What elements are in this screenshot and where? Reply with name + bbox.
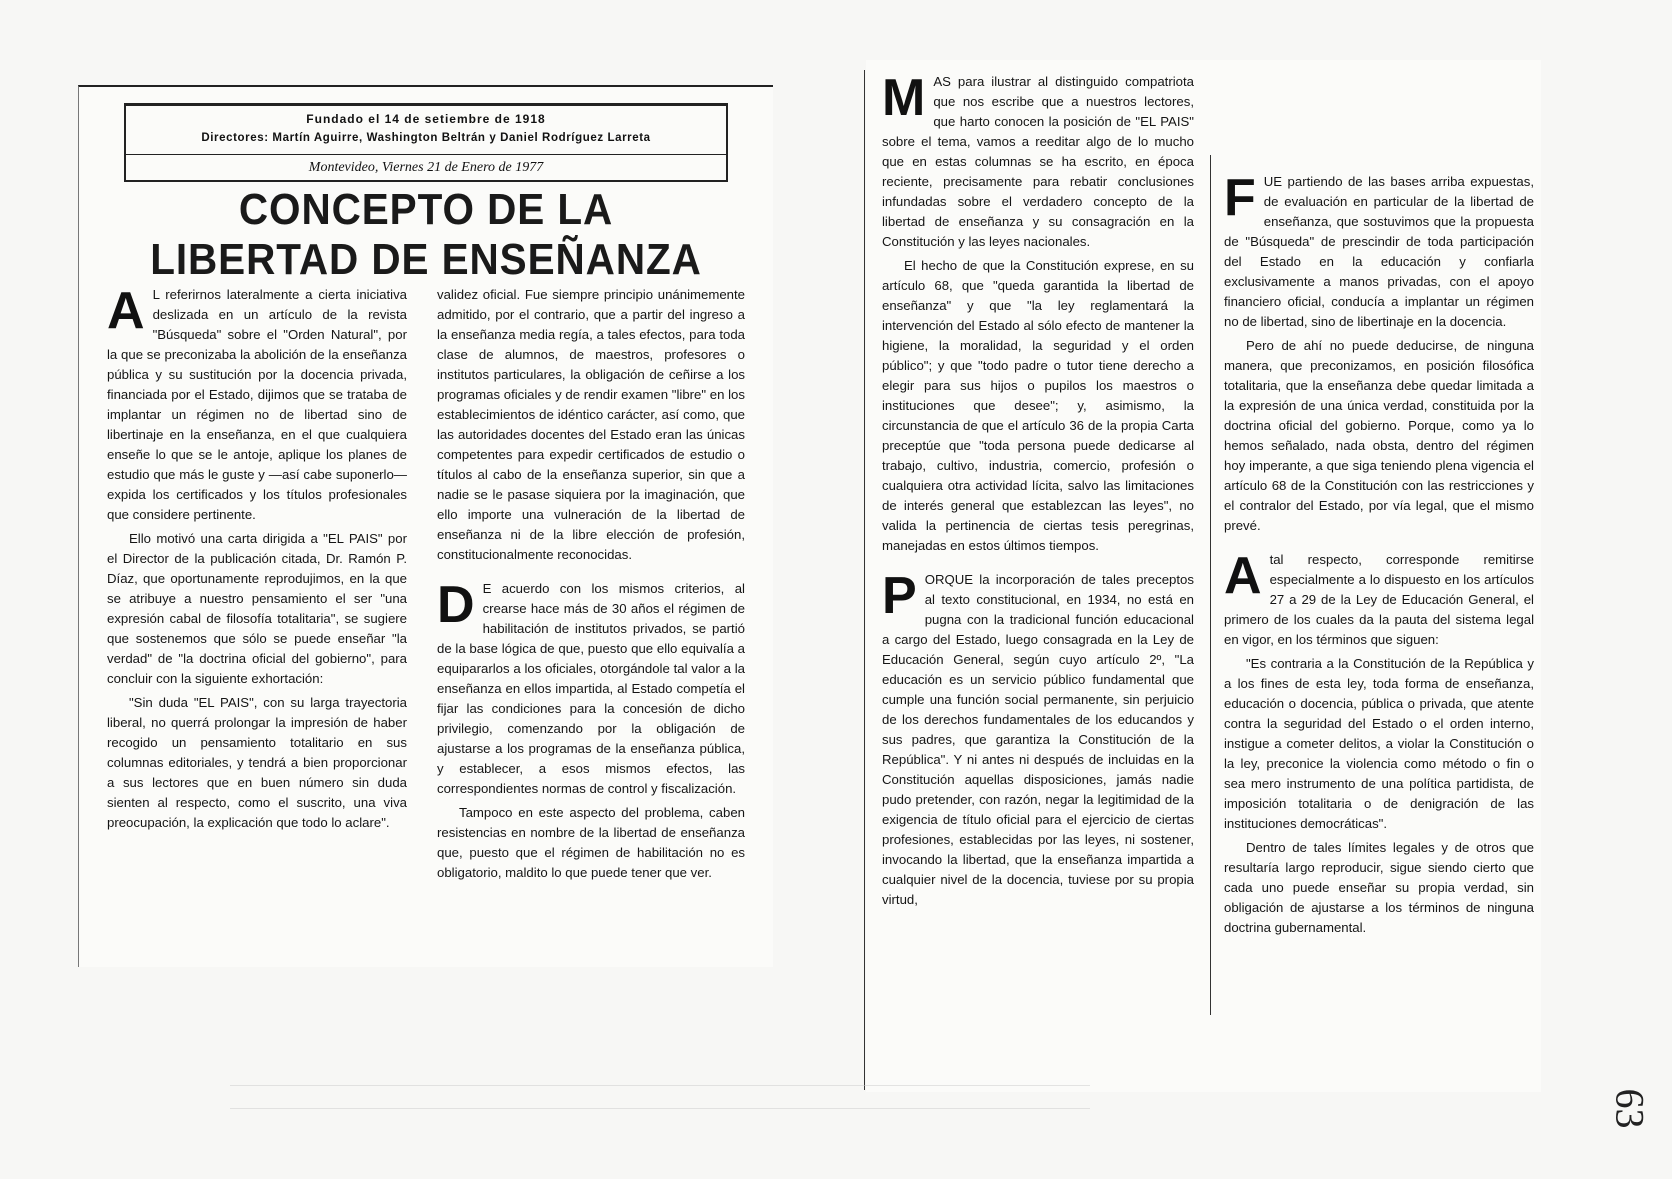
left-column-2	[437, 285, 745, 887]
drop-cap: A	[1224, 547, 1262, 605]
paragraph-text: E acuerdo con los mismos criterios, al crearse hace más de 30 años el régimen de habilitación de institutos privados, se partió de la base lógica de que, puesto que ello equivalía a equipararlos a los oficiales, otorgándole tal valor a la enseñanza en ellos impartida, al Estado competía el fijar las condiciones para la concesión de dicho privilegio, comenzando por la obligación de ajustarse a los programas de la enseñanza pública, y establecer, a esos mismos efectos, las correspondientes normas de control y fiscalización.	[437, 581, 745, 796]
bleed-through-strip	[230, 1085, 1090, 1109]
masthead-date: Montevideo, Viernes 21 de Enero de 1977	[308, 160, 544, 175]
paragraph	[882, 567, 1194, 910]
paragraph: Pero de ahí no puede deducirse, de ninguna manera, que preconizamos, en posición filosófica totalitaria, que la enseñanza debe quedar limitada a la expresión de una única verdad, constituida por la doctrina oficial del gobierno. Porque, como ya lo hemos señalado, nada obsta, dentro del régimen hoy imperante, a que siga teniendo plena vigencia el artículo 68 de la Constitución con las restricciones y el contralor del Estado, por vía legal, que el mismo prevé.	[1224, 338, 1534, 533]
paragraph-text: tal respecto, corresponde remitirse especialmente a lo dispuesto en los artículos 27 a 29 de la Ley de Educación General, el primero de los cuales da la pauta del sistema legal en vigor, en los términos que siguen:	[1224, 552, 1534, 647]
paragraph: El hecho de que la Constitución exprese, en su artículo 68, que "queda garantida la libertad de enseñanza" y que "la ley reglamentará la intervención del Estado al sólo efecto de mantener la higiene, la moralidad, la seguridad y el orden público"; y que "todo padre o tutor tiene derecho a elegir para sus hijos o pupilos los maestros o instituciones que desee"; y, asimismo, la circunstancia de que el artículo 36 de la propia Carta preceptúe que "toda persona puede dedicarse al trabajo, cultivo, industria, comercio, profesión o cualquiera otra actividad lícita, salvo las limitaciones de interés general que establezcan las leyes", no valida la pertinencia de ciertas tesis peregrinas, manejadas en estos últimos tiempos.	[882, 258, 1194, 553]
paragraph	[437, 576, 745, 799]
column-rule	[1210, 155, 1211, 1015]
masthead-directors: Directores: Martín Aguirre, Washington Beltrán y Daniel Rodríguez Larreta	[201, 132, 651, 144]
masthead	[124, 103, 728, 182]
paragraph	[1224, 169, 1534, 332]
drop-cap: M	[882, 69, 926, 127]
headline-line2: LIBERTAD DE ENSEÑANZA	[150, 235, 702, 284]
drop-cap: F	[1224, 169, 1256, 227]
left-clipping	[78, 85, 773, 967]
page-number: 63	[1607, 1088, 1653, 1129]
drop-cap: D	[437, 576, 475, 634]
drop-cap: A	[107, 282, 145, 340]
paragraph	[882, 69, 1194, 252]
paragraph-text: ORQUE la incorporación de tales preceptos al texto constitucional, en 1934, no está en pugna con la tradicional función educacional a cargo del Estado, luego consagrada en la Ley de Educación General, según cuyo artículo 2º, "La educación es un servicio público fundamental que cumple una función social permanente, sin perjuicio de los derechos fundamentales de los educandos y sus padres, que garantiza la Constitución de la República". Y ni antes ni después de incluidas en la Constitución aquellas disposiciones, jamás nadie pudo pretender, con razón, negar la legitimidad de la exigencia de título oficial para el ejercicio de ciertas profesiones, establecidas por las leyes, ni sostener, invocando la libertad, que la enseñanza impartida a cualquier nivel de la docencia, tuviese por su propia virtud,	[882, 572, 1194, 907]
paragraph	[107, 282, 407, 525]
headline-line1: CONCEPTO DE LA	[238, 185, 614, 234]
drop-cap: P	[882, 567, 917, 625]
paragraph-text: UE partiendo de las bases arriba expuestas, de evaluación en particular de la libertad de enseñanza, que sostuvimos que la propuesta de "Búsqueda" de prescindir de toda participación del Estado en la educación y confiarla exclusivamente a manos privadas, con el apoyo financiero oficial, conducía a implantar un régimen no de libertad, sino de libertinaje en la docencia.	[1224, 174, 1534, 329]
paragraph: Ello motivó una carta dirigida a "EL PAIS" por el Director de la publicación citada, Dr. Ramón P. Díaz, que oportunamente reprodujimos, en la que se atribuye a nuestro pensamiento el ser "una expresión cabal de filosofía totalitaria", se sugiere que sostenemos que sólo se puede enseñar "la verdad" de "la doctrina oficial del gobierno", para concluir con la siguiente exhortación:	[107, 531, 407, 686]
paragraph-text: AS para ilustrar al distinguido compatriota que nos escribe que a nuestros lectores, que harto conocen la posición de "EL PAIS" sobre el tema, vamos a reeditar algo de lo mucho que en estas columnas se ha escrito, en época reciente, precisamente para rebatir conclusiones infundadas sobre el verdadero concepto de la libertad de enseñanza y su consagración en la Constitución y las leyes nacionales.	[882, 74, 1194, 249]
left-border-rule	[864, 70, 865, 1090]
paragraph: validez oficial. Fue siempre principio unánimemente admitido, por el contrario, que a partir del ingreso a la enseñanza media regía, a tales efectos, para toda clase de alumnos, de maestros, profesores o institutos particulares, la obligación de ceñirse a los programas oficiales y de rendir examen "libre" en los establecimientos de idéntico carácter, así como, que las autoridades docentes del Estado eran las únicas competentes para expedir certificados de estudio o títulos al cabo de la enseñanza superior, sin que a nadie se le pasase siquiera por la imaginación, que ello importe una vulneración de la libertad de enseñanza ni de la libre elección de profesión, constitucionalmente reconocidas.	[437, 287, 745, 562]
masthead-founded: Fundado el 14 de setiembre de 1918	[306, 112, 546, 126]
left-column-1	[107, 282, 407, 837]
paragraph	[1224, 547, 1534, 650]
paragraph-text: L referirnos lateralmente a cierta iniciativa deslizada en un artículo de la revista "Búsqueda" sobre el "Orden Natural", por la que se preconizaba la abolición de la enseñanza pública y su sustitución por la docencia privada, financiada por el Estado, dijimos que se trataba de implantar un régimen no de libertad sino de libertinaje en la enseñanza, en el que cualquiera enseñe lo que se le antoje, aplique los planes de estudio que más le guste y —así cabe suponerlo— expida los certificados y los títulos profesionales que considere pertinente.	[107, 287, 407, 522]
masthead-divider	[126, 154, 726, 155]
paragraph: "Sin duda "EL PAIS", con su larga trayectoria liberal, no querrá prolongar la impresión de haber recogido un pensamiento totalitario en sus columnas editoriales, y tendrá a bien proporcionar a sus lectores que en buen número sin duda sienten al respecto, como el suscrito, una viva preocupación, la explicación que todo lo aclare".	[107, 695, 407, 830]
headline	[107, 185, 745, 285]
right-clipping	[866, 60, 1541, 1092]
paragraph: Dentro de tales límites legales y de otros que resultaría largo reproducir, sigue siendo cierto que cada uno puede enseñar su propia verdad, sin obligación de ajustarse a los términos de ninguna doctrina gubernamental.	[1224, 840, 1534, 935]
paragraph: "Es contraria a la Constitución de la República y a los fines de esta ley, toda forma de enseñanza, educación o docencia, pública o privada, que atente contra la seguridad del Estado o el orden interno, instigue a cometer delitos, a violar la Constitución o la ley, preconice la violencia como método o fin o sea mero instrumento de una política partidista, de imposición totalitaria o de denigración de las instituciones democráticas".	[1224, 656, 1534, 831]
right-column-2	[1224, 169, 1534, 942]
right-column-1	[882, 69, 1194, 914]
paragraph: Tampoco en este aspecto del problema, caben resistencias en nombre de la libertad de enseñanza que, puesto que el régimen de habilitación no es obligatorio, maldito lo que puede tener que ver.	[437, 805, 745, 880]
